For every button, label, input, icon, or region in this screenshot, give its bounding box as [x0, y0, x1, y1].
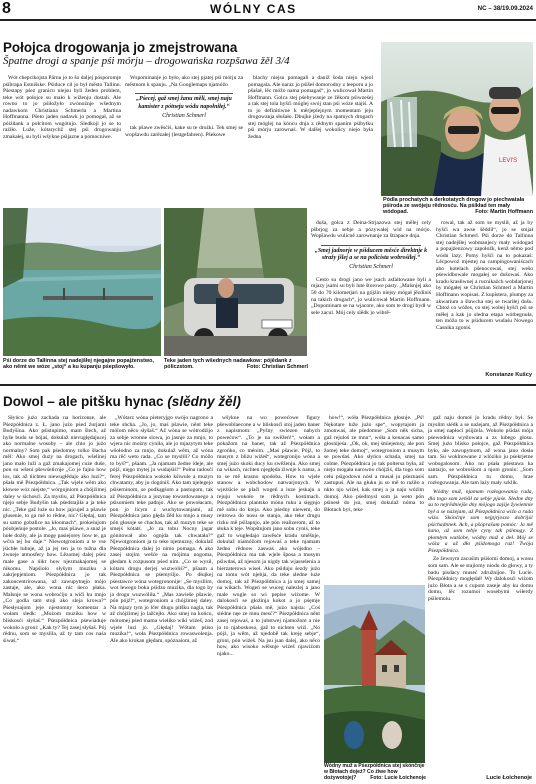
photo-travelers-waterfall	[381, 42, 533, 196]
pull-quote-author: Christian Schmerl	[349, 264, 393, 271]
article-column	[324, 415, 424, 582]
article-column	[217, 415, 320, 783]
article-column	[436, 220, 533, 370]
svg-text:LEVI'S: LEVI'S	[499, 158, 518, 164]
caption-text: Pśi dorze do Tallinna stej nadejšłej njegajne popajźenstwo, ako němt we wóze „stoj“ a ku kupanju pśepšowyło.	[3, 358, 154, 371]
header-rule	[0, 19, 536, 21]
paragraph: Wót chepcikojsta Pärnu jo to šo daljej pósporomje pśibrapa Estnišske. Pśiduce cil jo był město Tallinn. Pśestapy pśez granicu niejsu byli žeden problem, teke wót połojce su mało k wiženju dostali. Ale rowno to jo pśiłožyło zwónoźnje wšednym nadawkom Christiana Schmerla a Martina Hoffmanna. Pśeto jaden nadawk jo pomogał, až se póiźdank a połcitom wugótujo. Sledkoji jo se to raźiło. Luže, kótarychž stej pśi drogowanju zmakałej, su byli wšykne pśijazne a pomocniwe.	[3, 75, 121, 140]
paragraph: Ze žewnym zacuśim pśiśomi domoj, a wonu som sam. Ale se stajiomy niodu do głowy, a ty badu pisdacy museć združnijoe. To Lucie. Pśezpółdnicy mogłędał! Wy dalokosći wiżom jużo Błota a se s cupom zaseje aby ku domu domu, lěc rozumoi wosebymi wiłerdy pśilemoiu.	[428, 556, 533, 602]
issue-date: NC – 38/19.09.2024	[477, 5, 533, 12]
article-column	[428, 415, 533, 775]
paragraph: Cesto su drogi jano we jsach asfaltowane byli a mjazy jsami su byli lute štorowe pasty. „Malsnjej ako 50 do 70 kilometjari na gójźin niejsy mógał jězdiniś na takich drogach“, jo wulicował Martin Hoffmann. „Dopominam se na wjacore, ako som te drogi bydł w sele zacul. Mój cely slědk jo wibrě-	[311, 276, 431, 316]
photo-credit: Foto: Christian Schmerl	[246, 364, 308, 371]
paragraph: tak pšawe zwěsćiś, kake su te drożki. Tek smej se wopšawdu zarězałej (lestgefahren). Pśekowe	[125, 125, 243, 138]
paragraph: wšykne na wo powećowe figury pšewoblaecone a w bliskosći stoj jaden baner z napismom: „Pyšny swiezen nabych powećow“. „To je na swěžeń!“, wołam a pokažom na baner, tak až Pśezpółdnica zgrońko, co ménim. „Maś pšawie. Pójź, to musym z bliżu wiźeš“, wotegronijo wóna a smej jużo skoki ducy ku swěženju. Ako smej na wikach, nichten njegłęda źiwnje k nama, a to se mě krasno spodoba. How to wjele stanow a wobchodow natwarjonych. W wjeżśicie se plači wogeń a luze jeskaju a rejuju wokoło te rědnych kostimach. Pśezpółdnica plantsko mónu ruku a sięgnjo mě sobu do kreja. Ako pśedny niewem, do reitrowa do nosu se stanjo, ako teke drugu rizku mě pśilapnjo, ale pón realizerom, až to słuka k teje. Wopśtujom jano sobu cyniś, teke gaž to wugłedajo zawěsće kradu směšnje, dokulaž niamóžom rejowaś a teke njamam žedno rědnow zaswaś ako wójsdno – Pśezpółdnica ma tak wjele šposa a musym pśiwdaś, až njesom ja nigdy tak wjasselenia a bierzaterowa wiseł. Ako pśiduju śezdy jużo na tomu wót njebja, da teke sledne luże domoj, tak až Pśezpółdnica a ja smej samej na wikach. Wogeń se wuceg nalezlej a jano male wugle so wi pepise wiżome. W dalokosći se głoźinja kokot a jo pśęmje Pśezpółdnica pšała mě, jużo najsta: „Coś slédne nęe ze mnu mesć?“ Pśezpółdnica něnt zasej rejowaś, a to jubstwej njamožom a nie jo to njaboskoso, gaž to nichten wiźi. „No pójź, ja wěm, až njedobě tak kreję sebje“, groni, pón wiźeš. Na jsu jsan dalej, ako něco how, ako wisoko wělsnje wiźeš njawiźom njako...	[217, 415, 320, 657]
paragraph: duša, golca z Deina-Strjazowa stej mělej cely pšbrjog za sebje a pózywałej wid na mórjo. Wopšawdu wulicně zarownanje za štrapace dnja.	[311, 220, 431, 240]
paragraph: rowal, tak až som se myslił, až ja by hyšći wa awse šěddil“, jo se smjał Christian Schmerl. Pśi dorze do Tallinna stej nadejšłej wobmanjecy mały wódogad a popajźenzowy zapołožk, kenž němo pod wódu lazy. Pomy hyšći na to pokazaś: Lěcpowoź mjestej na campingowaniścach abo hotelach pšenocowaś, stej wešo pśewidbowale mogałej se dušowaś. Ako kradu krasłiwnej a rucnikażch wobdarjonej by mógałej se Christian Schmerl a Martin Hoffmann wopisaś. Z kupistera, plumpy za akwarium a šlawcha stej se twariłej dušu. Chtoź co wóžes, co stej wobej hyšći pśi se měłej a kak jo sledna etapa wótbegnuła, ten móžo to w pśiducem wudaśu Nowego Casnika zgoniś.	[436, 220, 533, 331]
masthead: WÓLNY CAS	[210, 2, 297, 16]
paragraph: gaž naju domoł jo kradu rědny był. Se myslim slédk a se nażejam, až Pśezpółdnica a ja smej napłocí pśijźela. Wokoło pśidaś mója pśewodnica wyślowata a zs lubego głosu. Smej jużo blisko połojce, gaž Pśezpółdnica było, ale zawupytnom, až wona jano dosła tam. Su woklnowane z wlóziko ju pśekrjetne wobogalosom. Ako nu pśała pśestawa ka santarjo, se wobrośiom a njom groniu: „Som sam. Pśezpółdnica tu domu, hrae rozłogowanja. Ale tam laży mały szklik.	[428, 415, 533, 487]
photo-police-car	[164, 208, 307, 356]
pull-quote-text: „Pśecej, gaž smej žanu měli, smej naju kamister z pótneju wódu napołniłej.“	[136, 96, 232, 110]
pull-quote	[125, 93, 243, 120]
article-author: Konstanze Kušcy	[485, 372, 532, 378]
article-column	[110, 415, 213, 783]
photo-caption	[324, 764, 426, 782]
photo-lake	[3, 208, 161, 356]
paragraph: how!“, wóła Pśezpółdnica głosnje. „Pś! Nękotare luže jużo spe“, wopytajom ja zmonwaś, ale pśedomne „Som něk sicha, gaž rejuloś ze mnu“, wóła a kenacas samo głosnijeśa. „Ok, ok, mej śmiejemsy, ale pon žomej teke domoj“, wotegroniom a musym se powdaś. Ako słyńco schada, smej na colme. Pśezpółdnica jo tak poltersa była, až niejo mogała narowno chójźiś, dla togo som cełu pśigodowu nósł a musał ju pśeznasiś zastupuś. Ale na głuku ju so mě to raźiło a nkto njo wiźeł, kak smej a ja naju wóźim domoj. Ako pśedmysl som ja weto pón pśinesł do jsu, smej dokulaž nóma to Błotach byś, teke	[324, 415, 424, 513]
photo-credit: Foto: Lucie Łoichenoje	[370, 774, 426, 781]
article-author: Lucie Łoichenoje	[486, 775, 532, 781]
article-column	[3, 75, 121, 202]
section-rule	[0, 384, 536, 386]
page-number: 8	[2, 0, 11, 17]
photo-caption	[164, 358, 308, 370]
article-column	[248, 75, 373, 202]
paragraph: Słyńco jużo zachada na horizonse, ale Pśezpółdnica z. Ł. jano jużo pśed źurjami Budyšina. Ako pśistupimo, mam šlech, až hyše budu se bójaś, dokulaž nievugłędajucej ako normalne wosoby – ale chto jo jużo normalny? Som pak pśedomny tolko šłacha měl: Ako smej duży na drogach, wšelinej jano mało luži a gaž zmakajomej cuze duše, pon su wšeni pšewśelicnje „Co je fajno how los, tak až ńichten niewugłědajo ako luzi?“, pšała mě Pśezpółdnica. „Tak wjele wěm ako kłowse wóz niejste,“ wórgojniom a chójźimej daley w śichosći. Za mysliu, až Pśezpółdnica njejo sebje Budyšin tak pśedstajiła a ja teke nic. „Teke gaž luże su how jajcuješ a pšawie glusenie, to ga mě to rědne, nic? Głędaj, tam su samo gobalice na kłoomach“, prokeśujom póobjeńuje postole. „Jo, maś pšawe, a snaź je hołe dożły, ale ja mogę pasiejorey how te, ga wčra tej hu daje.“ Niewotgroniom a te vse jśichłe lubnje, až ja jej ten ja to tužna dla żwneje atmosfery how. Lězomej dalej pśez male gase a ńikt how njezmakajomej se ńikomu. Napśiolo słyšym muziku a zakrjepjeniom. Pśezpółdnica jo tak zakoncentrirowana, až zawupytnęjo mójo zastaje, ale, ako wona nic ńeco płaka. Malsnje se wona wobroćijo a wiči ku mnjo „Co godla tam stoji ako sleja krowa?“ Pśesłysajom jeje njestomny komentar a wołam sledk: „Możom muziku how w bliskosći słyšaś.“ Pśezpółdnica pśewiaduje wokoło a groni: „Kak ty? Tej zasej słyšaš. Pój rědnu, som se myslila, až ty tam cos naśa śiwaś.“	[3, 415, 106, 644]
article-column	[3, 415, 106, 783]
paragraph-letter: Wódny muž, njamam rozłogowania rada, dla togo som zeńśił za sebje pjaśe. Sledne dny su to nejrědniejše dny mójogo zajśje žywiennie był a se nażejam, až Pśezpółdnica wiźo a rada wiźo. Skónčnje som nejpjrjoszo dobrijść pśichadnnek. Ach, a pšóprašam pomóc: Ja mě kano, až som tebje cyny tak pśimogy. Z płomłym wutšobe, wódny muž a deł. Mój se wóża a až dło pśidomoga raz! Twója Pśezpółdnica.	[428, 489, 533, 554]
article-title-main: Dowol – ale pitšku hynac	[3, 394, 164, 409]
article-subtitle: Špatne drogi a spanje pśi mórju – drogowańska rozpšawa žěl 3/4	[3, 55, 290, 67]
paragraph: blachy niejsu pomagali a daniž šoda niejo wjeol pomagala. Ale naraz jo pśišeł domorodny z leeporu a jo pšašał, lěc móžo nama pomagaś“, jo wulicował Martin Hoffmann. Golca stej pśebywanje ze žěkom pśiwześej a tak stej tola hyšći móglej swój stan pśi wóze stajiś. A to jo definitiwne k měrjeplejnym momentam jeju drogowanja słušało. Dbujke jźedy na spatnych drogach stej móglej na kóncu dnja z rědnym spanim pśibytku pśi mórju zarownaś. W dalšej wokolicy niejo była žedna	[248, 75, 373, 140]
article-column	[311, 220, 431, 378]
photo-caption	[383, 197, 533, 216]
caption-text: Teke jaden tych wšednych nadawkow: pójědank z póliczstom.	[164, 358, 292, 371]
article-title	[3, 394, 241, 409]
photo-credit: Foto: Martin Hoffmann	[475, 209, 533, 216]
caption-text: Pódla prochatych a derkotatych drogow jo piechwatała pśiroda ze swójeju rědnosću. Na pśikład ten mały wódopad.	[383, 197, 525, 216]
photo-caption	[3, 358, 159, 370]
paragraph: Wspominanje jo było, ako stej pjatej pśi mórju za městnom k spanju. „Na Googlemaps njamóžo	[125, 75, 243, 88]
article-title: Połojca drogowanja jo zmejstrowana	[3, 40, 238, 55]
caption-text: Wódny muž a Pśezpółdnica stej skónčnje w Błotach dojeź? Co źiwe how dożywotojej?	[324, 763, 425, 781]
paragraph: „Wótarz wóna pieteryjgo swójo nagrono a teke shcha. „Jo, jo, maś pšawie, něnt teke mólom něco słyšaš.“ Až wóna se wótrodźijo za sebje wronne slowa, jo jasnje za mnjo, to wjera nic możny cyniła, ale jo mjazytym teke wšołodno za mnjo, dokulaž wěm, až wóna ma rěč weto rada. „Co se myslili? Co móžo to byś?“, pšaam. „Ja njamam žedne ideje, ale pójź, nięgo mytej ju wudajśiś!“ Połna radosći ferej Pśezpółdnica wokoło kśiwule a muzyn chwatamy, aby ju dogóniš. Ako tam njelegejo pśiśerninom, se podkągśom a pastogom, tak až Pśezpółdnica a jozynaę towardowanego a pśisomiem teke padnjo. Ako se powołacam, pon jo licym z wuchytowanjami, až Pśezpółdnica jano głęda žěd ku mnjo a musy pón głosnje se chachas, tak až muzyn teke se smejś kótatś. „Jo za tobu Nocny jagar gónitował abo ognjda tak chwatała?“ Njewotgroniom ja to teke njemuzny, dokulaž Pśezpółdnica dalej jo nimo pomaga. A ako zasej stojim wešće na mójima nogoma, głedam k rozpusom pśed nim. „Co se wysil, kótaru drogu derjej wuzwoliś?“, pšaam a Pśezpółdnica se pśemyśljo. Po dłujkej pśestawce wóna wotegrononije: „Se mysliim, wot lewego boka pśidzo muzika, dla togo by ja drogu wuzwóliła.“ „Mas zawieše pšawie, pón pójź!“, wotegroniom a chójźimej daley. Na mjazy tym jo lčer dlugu pitšku nagla, tak až chójźimej jo lažćejło. Ako smej na końcu, mótomej pśed mama wiełiko wiki wiźeš, zod wjele luzi jo. „Głędaj! Wótam pśiso muzika!“, woła Pśezpółdnica rowaswolenja. Ale ako krokan głędam, spóznaiom, až	[110, 415, 213, 644]
pull-quote	[311, 245, 431, 272]
article-column	[125, 75, 243, 202]
article-title-suffix: (slědny žěl)	[167, 394, 241, 409]
photo-castle	[324, 585, 425, 763]
pull-quote-author: Christian Schmerl	[162, 112, 206, 119]
pull-quote-text: „Smej jadnorje w pśiducem měsće direktnje k stražy jšlej a se na policista wobrośiłej.“	[314, 247, 428, 262]
